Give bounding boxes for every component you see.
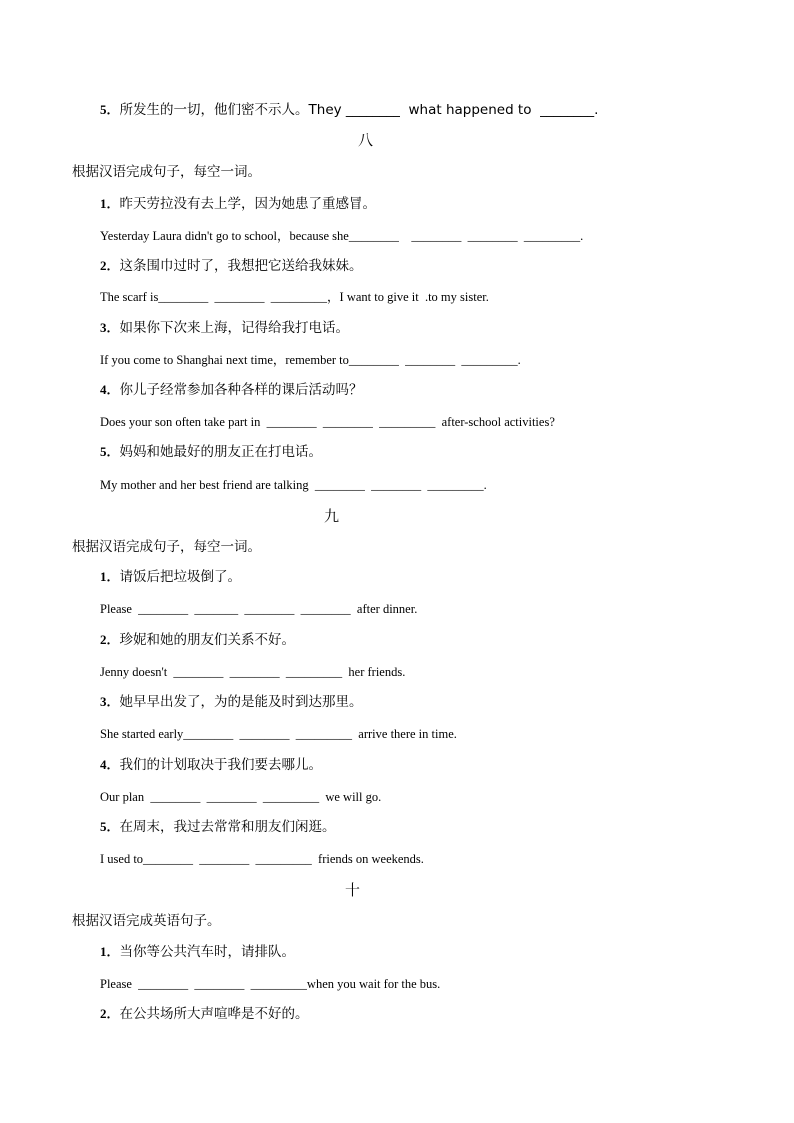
question-prompt: 4．我们的计划取决于我们要去哪儿。 — [100, 757, 323, 773]
answer-sentence: Please ________ ________ _________when you wait for the bus. — [100, 977, 441, 991]
question-prompt: 2．珍妮和她的朋友们关系不好。 — [100, 632, 296, 648]
answer-sentence: I used to________ ________ _________ friends on weekends. — [100, 852, 424, 866]
section-instruction: 根据汉语完成英语句子。 — [72, 913, 221, 929]
answer-sentence: Our plan ________ ________ _________ we will go. — [100, 790, 382, 804]
section-heading-8: 八 — [358, 131, 374, 149]
answer-sentence: The scarf is________ ________ _________，I want to give it .to my sister. — [100, 290, 489, 304]
question-prompt: 1．昨天劳拉没有去上学，因为她患了重感冒。 — [100, 196, 377, 212]
question-prompt: 4．你儿子经常参加各种各样的课后活动吗？ — [100, 382, 363, 398]
question-prompt: 2．在公共场所大声喧哗是不好的。 — [100, 1006, 309, 1022]
answer-sentence: Does your son often take part in ________ ________ _________ after-school activities? — [100, 415, 555, 429]
section-instruction: 根据汉语完成句子，每空一词。 — [72, 539, 261, 555]
answer-sentence: My mother and her best friend are talking ________ ________ _________. — [100, 478, 487, 492]
answer-sentence: She started early________ ________ _________ arrive there in time. — [100, 727, 457, 741]
question-prompt: 2．这条围巾过时了，我想把它送给我妹妹。 — [100, 258, 363, 274]
question-prompt: 1．请饭后把垃圾倒了。 — [100, 569, 242, 585]
question-prompt: 3．她早早出发了，为的是能及时到达那里。 — [100, 694, 363, 710]
answer-sentence: Yesterday Laura didn't go to school，because she________ ________ ________ _________. — [100, 229, 584, 243]
section-instruction: 根据汉语完成句子，每空一词。 — [72, 164, 261, 180]
question-prompt: 1．当你等公共汽车时，请排队。 — [100, 944, 296, 960]
question-prompt: 5．在周末，我过去常常和朋友们闲逛。 — [100, 819, 336, 835]
answer-sentence: If you come to Shanghai next time，remember to________ ________ _________. — [100, 353, 521, 367]
answer-sentence: Jenny doesn't ________ ________ _________ her friends. — [100, 665, 406, 679]
section-heading-9: 九 — [324, 507, 340, 525]
question-prompt: 5．妈妈和她最好的朋友正在打电话。 — [100, 444, 323, 460]
question-5-section-7: 5．所发生的一切，他们密不示人。They ________ what happened to ________. — [100, 102, 599, 118]
question-prompt: 3．如果你下次来上海，记得给我打电话。 — [100, 320, 350, 336]
section-heading-10: 十 — [345, 881, 361, 899]
answer-sentence: Please ________ _______ ________ ________ after dinner. — [100, 602, 418, 616]
